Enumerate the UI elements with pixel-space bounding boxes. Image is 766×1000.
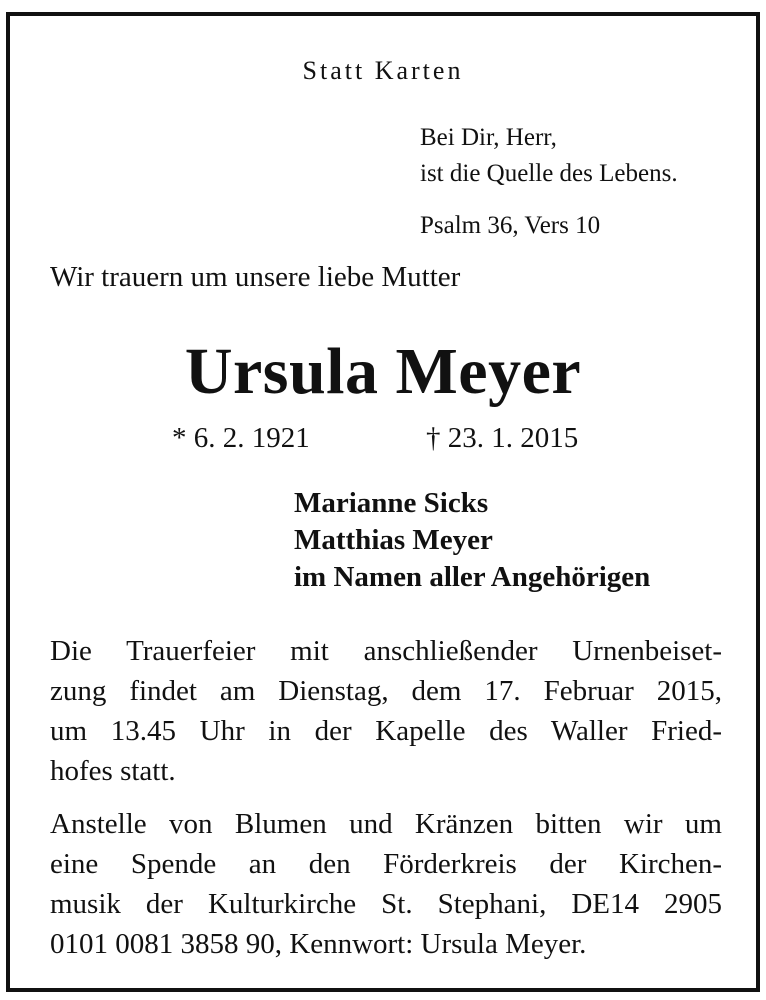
deceased-name: Ursula Meyer <box>184 335 582 408</box>
notice-header: Statt Karten <box>302 56 464 85</box>
funeral-line: um 13.45 Uhr in der Kapelle des Waller Fried- <box>50 715 722 747</box>
donation-line: Anstelle von Blumen und Kränzen bitten wir um <box>50 808 722 840</box>
donation-line: eine Spende an den Förderkreis der Kirchen- <box>50 848 722 880</box>
funeral-line: Die Trauerfeier mit anschließender Urnenbeiset- <box>50 635 722 667</box>
funeral-paragraph <box>50 631 722 791</box>
donation-line: 0101 0081 3858 90, Kennwort: Ursula Meyer. <box>50 928 587 960</box>
death-date: † 23. 1. 2015 <box>426 422 579 454</box>
donation-paragraph <box>50 804 722 964</box>
funeral-line: zung findet am Dienstag, dem 17. Februar 2015, <box>50 675 722 707</box>
mourner-1: Marianne Sicks <box>294 487 489 519</box>
verse-line-2: ist die Quelle des Lebens. <box>420 160 678 187</box>
funeral-line: hofes statt. <box>50 755 176 787</box>
mourner-3: im Namen aller Angehörigen <box>294 561 651 593</box>
intro-text: Wir trauern um unsere liebe Mutter <box>50 261 461 293</box>
mourner-2: Matthias Meyer <box>294 524 493 556</box>
verse-line-1: Bei Dir, Herr, <box>420 124 557 151</box>
donation-line: musik der Kulturkirche St. Stephani, DE14 2905 <box>50 888 722 920</box>
obituary-notice <box>6 12 760 992</box>
birth-date: * 6. 2. 1921 <box>172 422 310 454</box>
verse-reference: Psalm 36, Vers 10 <box>420 212 601 239</box>
